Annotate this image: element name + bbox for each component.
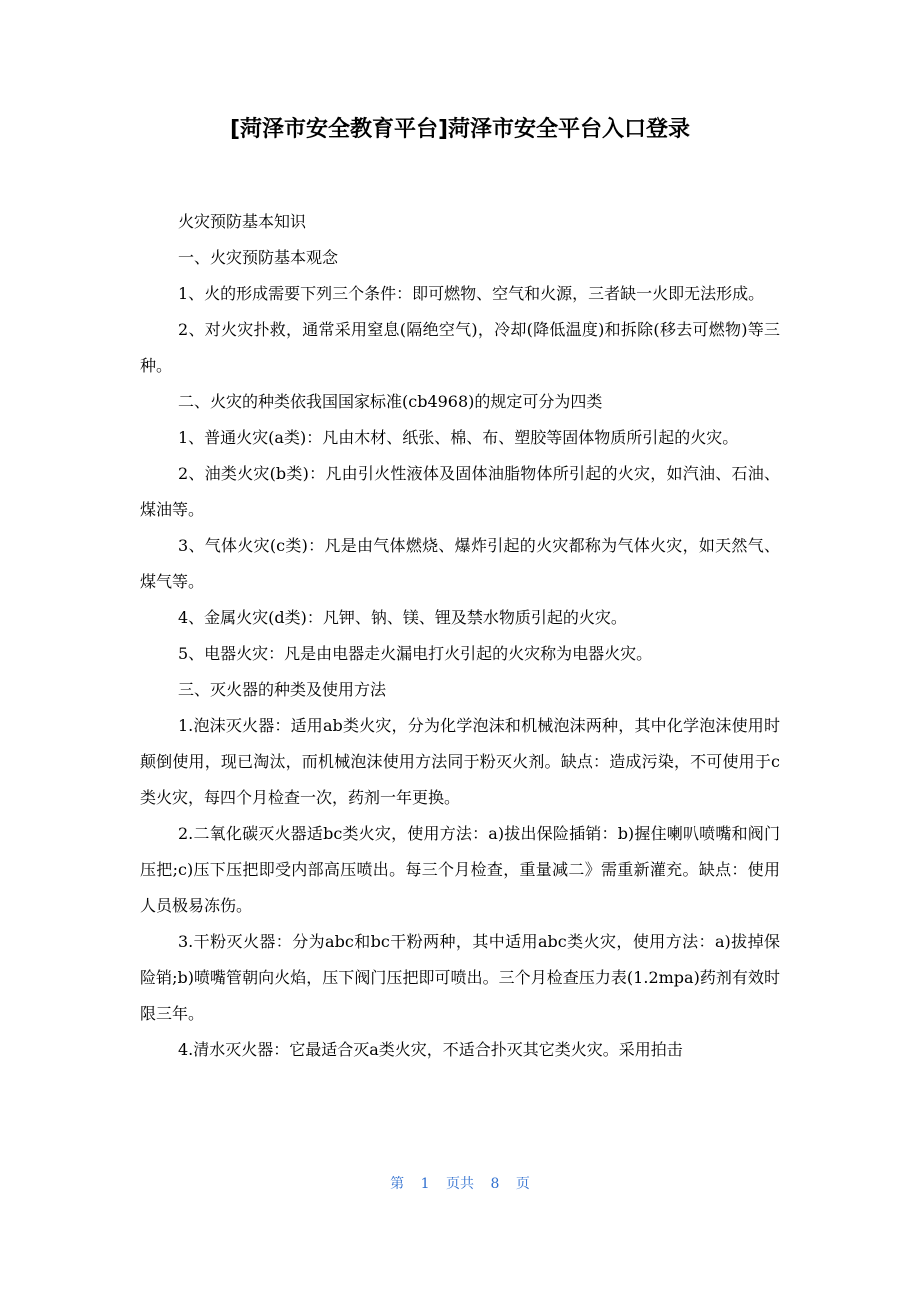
paragraph-water-extinguisher: 4.清水灭火器：它最适合灭a类火灾，不适合扑灭其它类火灾。采用拍击 — [178, 1040, 683, 1059]
paragraph-fire-conditions: 1、火的形成需要下列三个条件：即可燃物、空气和火源，三者缺一火即无法形成。 — [178, 284, 765, 303]
footer-total-pages: 8 — [490, 1176, 500, 1192]
paragraph-electrical-fire: 5、电器火灾：凡是由电器走火漏电打火引起的火灾称为电器火灾。 — [178, 644, 653, 663]
footer-prefix: 第 — [390, 1176, 405, 1192]
section-heading-extinguishers: 三、灭火器的种类及使用方法 — [178, 680, 387, 699]
section-heading-fire-prevention: 火灾预防基本知识 — [178, 212, 307, 231]
footer-current-page: 1 — [420, 1176, 430, 1192]
footer-middle: 页共 — [446, 1176, 474, 1192]
paragraph-class-b-fire: 2、油类火灾(b类)：凡由引火性液体及固体油脂物体所引起的火灾，如汽油、石油、煤油等。 — [140, 464, 780, 519]
paragraph-foam-extinguisher: 1.泡沫灭火器：适用ab类火灾，分为化学泡沫和机械泡沫两种，其中化学泡沫使用时颠倒使用，现已淘汰，而机械泡沫使用方法同于粉灭火剂。缺点：造成污染，不可使用于c类火灾，每四个月检查一次，药剂一年更换。 — [140, 716, 780, 807]
section-heading-basic-concepts: 一、火灾预防基本观念 — [178, 248, 339, 267]
document-title: [菏泽市安全教育平台]菏泽市安全平台入口登录 — [229, 117, 691, 142]
paragraph-class-c-fire: 3、气体火灾(c类)：凡是由气体燃烧、爆炸引起的火灾都称为气体火灾，如天然气、煤气等。 — [140, 536, 780, 591]
page-footer — [0, 1172, 920, 1196]
paragraph-class-a-fire: 1、普通火灾(a类)：凡由木材、纸张、棉、布、塑胶等固体物质所引起的火灾。 — [178, 428, 739, 447]
paragraph-dry-powder-extinguisher: 3.干粉灭火器：分为abc和bc干粉两种，其中适用abc类火灾，使用方法：a)拔掉保险销;b)喷嘴管朝向火焰，压下阀门压把即可喷出。三个月检查压力表(1.2mpa)药剂有效时限三年。 — [140, 932, 780, 1023]
document-body — [140, 204, 780, 1068]
paragraph-fire-suppression: 2、对火灾扑救，通常采用窒息(隔绝空气)，冷却(降低温度)和拆除(移去可燃物)等三种。 — [140, 320, 780, 375]
footer-suffix: 页 — [515, 1176, 530, 1192]
section-heading-fire-types: 二、火灾的种类依我国国家标准(cb4968)的规定可分为四类 — [178, 392, 603, 411]
paragraph-class-d-fire: 4、金属火灾(d类)：凡钾、钠、镁、锂及禁水物质引起的火灾。 — [178, 608, 627, 627]
paragraph-co2-extinguisher: 2.二氧化碳灭火器适bc类火灾，使用方法：a)拔出保险插销：b)握住喇叭喷嘴和阀门压把;c)压下压把即受内部高压喷出。每三个月检查，重量减二》需重新灌充。缺点：使用人员极易冻伤。 — [140, 824, 780, 915]
